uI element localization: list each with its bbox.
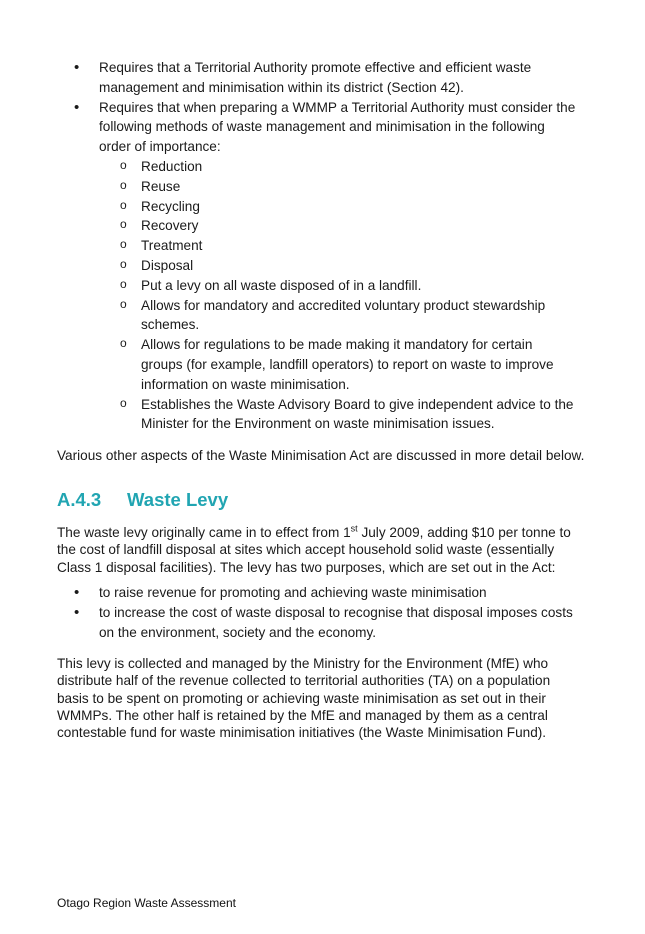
bullet-item xyxy=(57,58,577,98)
sub-list-item: o Allows for regulations to be made making it mandatory for certain groups (for example, landfill operators) to report on waste to improve information on waste minimisation. xyxy=(99,335,577,394)
section-title: Waste Levy xyxy=(127,489,229,510)
bullet-text: Requires that a Territorial Authority promote effective and efficient waste management and minimisation within its district (Section 42). xyxy=(99,60,532,95)
waste-hierarchy-list xyxy=(99,157,577,434)
bullet-item xyxy=(57,583,577,603)
bullet-text: Requires that when preparing a WMMP a Territorial Authority must consider the following methods of waste management and minimisation in the following order of importance: xyxy=(99,99,576,155)
paragraph-waste-levy xyxy=(57,524,577,576)
sub-list-item: o Recovery xyxy=(99,216,577,236)
section-heading xyxy=(57,489,228,511)
levy-purposes-list xyxy=(57,583,577,642)
paragraph-levy-collection: This levy is collected and managed by the Ministry for the Environment (MfE) who distribute half of the revenue collected to territorial authorities (TA) on a population basis to be spent on promoting or achieving waste minimisation as set out in their WMMPs. The other half is retained by the MfE and managed by them as a central contestable fund for waste minimisation initiatives (the Waste Minimisation Fund). xyxy=(57,656,551,741)
sub-list-item: o Recycling xyxy=(99,197,577,217)
bullet-text: to raise revenue for promoting and achieving waste minimisation xyxy=(99,585,487,600)
sub-list-item: o Put a levy on all waste disposed of in a landfill. xyxy=(99,276,577,296)
bullet-item xyxy=(57,603,577,643)
page-footer: Otago Region Waste Assessment xyxy=(57,896,236,910)
act-requirements-list xyxy=(57,58,577,434)
sub-list-item: o Allows for mandatory and accredited voluntary product stewardship schemes. xyxy=(99,296,577,336)
bullet-item xyxy=(57,98,577,435)
sub-list-item: o Disposal xyxy=(99,256,577,276)
sub-list-item: o Reduction xyxy=(99,157,577,177)
section-number: A.4.3 xyxy=(57,489,102,510)
levy-text-end: July 2009, adding $10 per tonne to the cost of landfill disposal at sites which accept household solid waste (essentially Class 1 disposal facilities). The levy has two purposes, which are set out in the Act: xyxy=(57,525,571,575)
levy-text-start: The waste levy originally came in to effect from 1 xyxy=(57,525,351,540)
bullet-text: to increase the cost of waste disposal to recognise that disposal imposes costs on the environment, society and the economy. xyxy=(99,604,573,640)
sub-list-item: o Reuse xyxy=(99,177,577,197)
sub-list-item: o Treatment xyxy=(99,236,577,256)
ordinal-suffix: st xyxy=(350,523,358,534)
sub-list-item: o Establishes the Waste Advisory Board to give independent advice to the Minister for the Environment on waste minimisation issues. xyxy=(99,395,577,435)
paragraph-various-aspects: Various other aspects of the Waste Minimisation Act are discussed in more detail below. xyxy=(57,448,585,463)
